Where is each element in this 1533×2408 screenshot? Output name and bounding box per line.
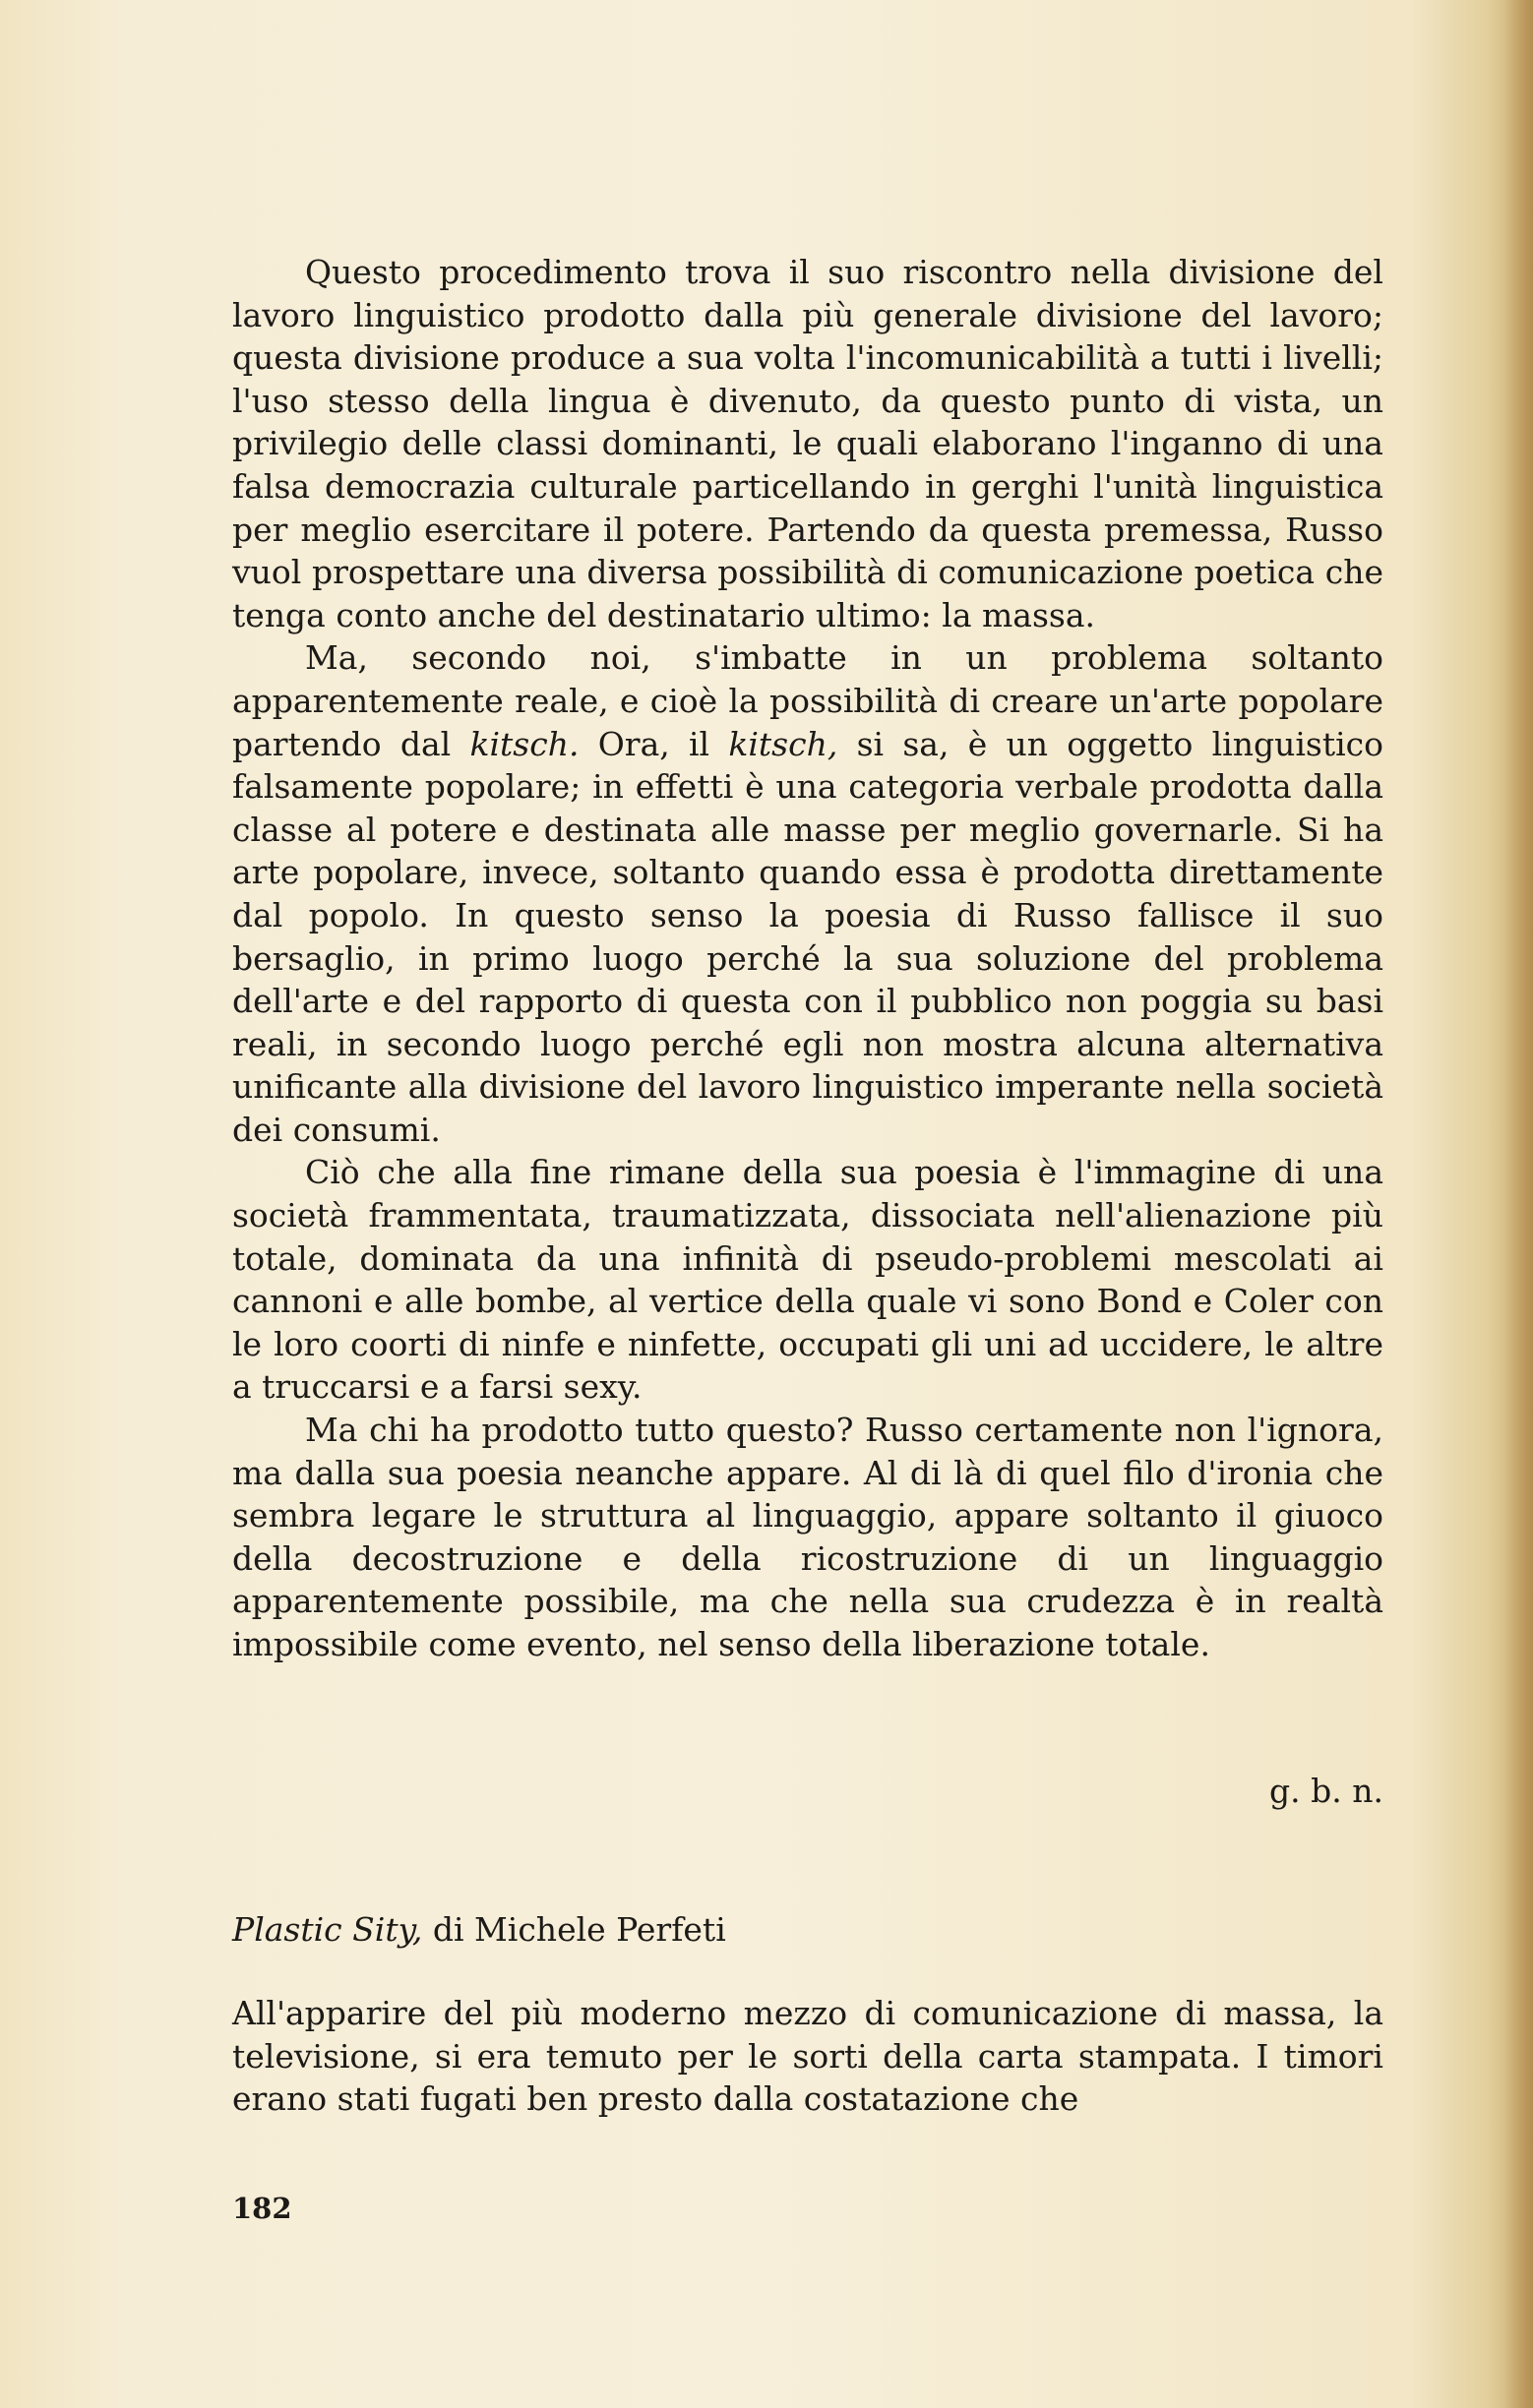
review-opening-paragraph: All'apparire del più moderno mezzo di comunicazione di massa, la televisione, si era temuto per le sorti della carta stampata. I timori erano stati fugati ben presto dalla costatazione che <box>232 1994 1383 2119</box>
review-byline: di Michele Perfeti <box>422 1910 726 1949</box>
paragraph-2 <box>232 636 1383 1151</box>
review-work-title: Plastic Sity, <box>232 1910 423 1949</box>
kitsch-term-1: kitsch. <box>469 724 580 763</box>
paragraph-3: Ciò che alla fine rimane della sua poesia è l'immagine di una società frammentata, traumatizzata, dissociata nell'alienazione più totale, dominata da una infinità di pseudo-problemi mescolati ai cannoni e alle bombe, al vertice della quale vi sono Bond e Coler con le loro coorti di ninfe e ninfette, occupati gli uni ad uccidere, le altre a truccarsi e a farsi sexy. <box>232 1153 1383 1407</box>
page-number: 182 <box>232 2192 292 2225</box>
paragraph-2-part-a: Ma, secondo noi, s'imbatte in un problema soltanto apparentemente reale, e cioè la possibilità di creare un'arte popolare partendo dal <box>232 638 1383 763</box>
kitsch-term-2: kitsch, <box>728 724 838 763</box>
paragraph-1: Questo procedimento trova il suo riscontro nella divisione del lavoro linguistico prodotto dalla più generale divisione del lavoro; questa divisione produce a sua volta l'incomunicabilità a tutti i livelli; l'uso stesso della lingua è divenuto, da questo punto di vista, un privilegio delle classi dominanti, le quali elaborano l'inganno di una falsa democrazia culturale particellando in gerghi l'unità linguistica per meglio esercitare il potere. Partendo da questa premessa, Russo vuol prospettare una diversa possibilità di comunicazione poetica che tenga conto anche del destinatario ultimo: la massa. <box>232 253 1383 634</box>
review-text <box>232 1992 1383 2121</box>
paragraph-4: Ma chi ha prodotto tutto questo? Russo certamente non l'ignora, ma dalla sua poesia neanche appare. Al di là di quel filo d'ironia che sembra legare le struttura al linguaggio, appare soltanto il giuoco della decostruzione e della ricostruzione di un linguaggio apparentemente possibile, ma che nella sua crudezza è in realtà impossibile come evento, nel senso della liberazione totale. <box>232 1411 1383 1663</box>
paragraph-2-part-b: Ora, il <box>579 724 729 763</box>
review-heading <box>232 1908 726 1951</box>
page-edge-shadow <box>1503 0 1533 2408</box>
main-text <box>232 251 1383 1666</box>
author-initials: g. b. n. <box>1269 1772 1383 1810</box>
paragraph-2-part-c: si sa, è un oggetto linguistico falsamente popolare; in effetti è una categoria verbale prodotta dalla classe al potere e destinata alle masse per meglio governarle. Si ha arte popolare, invece, soltanto quando essa è prodotta direttamente dal popolo. In questo senso la poesia di Russo fallisce il suo bersaglio, in primo luogo perché la sua soluzione del problema dell'arte e del rapporto di questa con il pubblico non poggia su basi reali, in secondo luogo perché egli non mostra alcuna alternativa unificante alla divisione del lavoro linguistico imperante nella società dei consumi. <box>232 724 1383 1149</box>
